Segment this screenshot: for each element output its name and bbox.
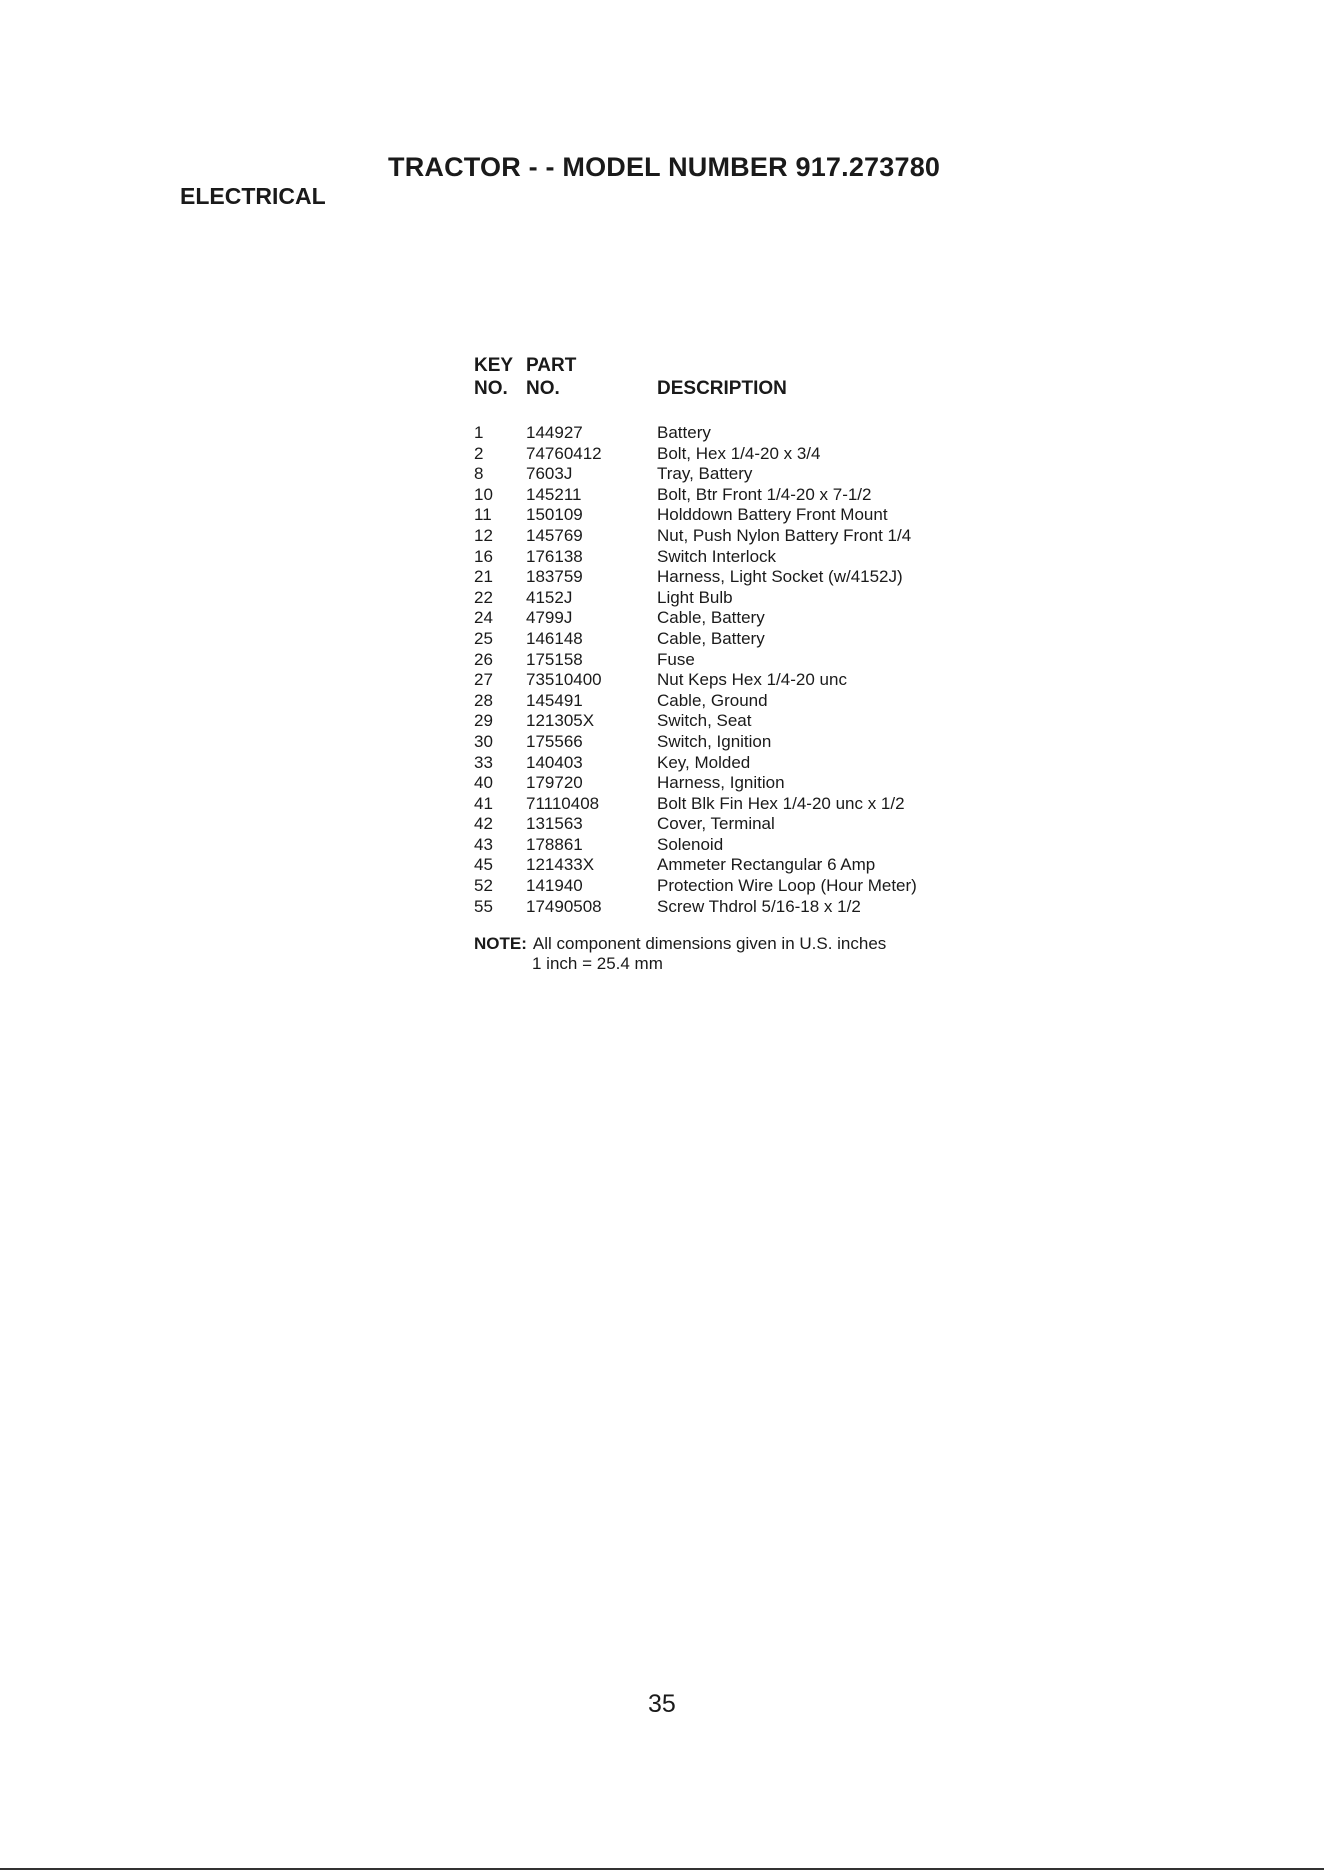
key-number: 33 — [474, 752, 493, 772]
part-description: Fuse — [657, 649, 695, 669]
note — [474, 934, 886, 954]
key-number: 10 — [474, 484, 493, 504]
column-header-description: DESCRIPTION — [657, 378, 787, 399]
table-row — [474, 423, 994, 444]
part-number: 121305X — [526, 711, 595, 731]
part-description: Bolt, Hex 1/4-20 x 3/4 — [657, 443, 821, 463]
table-row — [474, 855, 994, 876]
part-number: 121433X — [526, 855, 595, 875]
table-row — [474, 670, 994, 691]
table-row — [474, 711, 994, 732]
part-description: Solenoid — [657, 834, 724, 854]
part-description: Key, Molded — [657, 752, 751, 772]
part-description: Nut, Push Nylon Battery Front 1/4 — [657, 525, 912, 545]
part-number: 73510400 — [526, 670, 602, 690]
table-row — [474, 464, 994, 485]
key-number: 1 — [474, 423, 484, 442]
key-number: 16 — [474, 546, 493, 566]
part-number: 4152J — [526, 587, 573, 607]
key-number: 2 — [474, 443, 484, 463]
table-row — [474, 814, 994, 835]
key-number: 30 — [474, 731, 493, 751]
key-number: 22 — [474, 587, 493, 607]
part-description: Battery — [657, 423, 711, 442]
key-number: 42 — [474, 814, 493, 834]
key-number: 29 — [474, 711, 493, 731]
parts-list — [474, 423, 994, 917]
key-number: 21 — [474, 567, 493, 587]
key-number: 52 — [474, 876, 493, 896]
part-description: Cable, Battery — [657, 608, 765, 628]
column-header-key: KEY — [474, 355, 514, 376]
note-label: NOTE: — [474, 934, 527, 953]
table-row — [474, 505, 994, 526]
part-description: Switch Interlock — [657, 546, 777, 566]
part-number: 7603J — [526, 464, 573, 484]
table-row — [474, 773, 994, 794]
part-description: Switch, Ignition — [657, 731, 772, 751]
key-number: 40 — [474, 773, 493, 793]
key-number: 26 — [474, 649, 493, 669]
table-row — [474, 608, 994, 629]
part-number: 4799J — [526, 608, 573, 628]
part-number: 146148 — [526, 628, 583, 648]
table-row — [474, 629, 994, 650]
part-number: 145211 — [526, 484, 582, 504]
key-number: 27 — [474, 670, 493, 690]
table-row — [474, 732, 994, 753]
key-number: 43 — [474, 834, 493, 854]
part-description: Holddown Battery Front Mount — [657, 505, 888, 525]
key-number: 24 — [474, 608, 493, 628]
part-number: 145491 — [526, 690, 583, 710]
table-row — [474, 691, 994, 712]
table-row — [474, 794, 994, 815]
part-number: 140403 — [526, 752, 583, 772]
table-row — [474, 526, 994, 547]
table-row — [474, 588, 994, 609]
part-description: Harness, Light Socket (w/4152J) — [657, 567, 903, 587]
part-number: 17490508 — [526, 896, 602, 916]
table-row — [474, 876, 994, 897]
table-row — [474, 485, 994, 506]
part-description: Cable, Battery — [657, 628, 765, 648]
table-row — [474, 547, 994, 568]
part-number: 176138 — [526, 546, 583, 566]
part-description: Tray, Battery — [657, 464, 753, 484]
part-number: 141940 — [526, 876, 583, 896]
table-row — [474, 753, 994, 774]
part-number: 71110408 — [526, 793, 600, 813]
part-number: 175566 — [526, 731, 583, 751]
part-description: Harness, Ignition — [657, 773, 785, 793]
key-number: 55 — [474, 896, 493, 916]
key-number: 11 — [474, 505, 492, 525]
part-number: 131563 — [526, 814, 583, 834]
part-number: 178861 — [526, 834, 583, 854]
note-text: All component dimensions given in U.S. inches — [532, 934, 887, 953]
table-row — [474, 650, 994, 671]
key-number: 12 — [474, 525, 493, 545]
part-description: Cable, Ground — [657, 690, 768, 710]
part-number: 183759 — [526, 567, 583, 587]
bottom-rule — [0, 1868, 1324, 1870]
part-number: 144927 — [526, 423, 583, 442]
table-row — [474, 444, 994, 465]
table-row — [474, 835, 994, 856]
table-row — [474, 897, 994, 918]
section-label: ELECTRICAL — [180, 183, 326, 209]
part-description: Light Bulb — [657, 587, 733, 607]
page-number: 35 — [648, 1690, 676, 1718]
page-title: TRACTOR - - MODEL NUMBER 917.273780 — [388, 152, 941, 182]
part-number: 74760412 — [526, 443, 602, 463]
part-number: 179720 — [526, 773, 583, 793]
key-number: 45 — [474, 855, 493, 875]
part-description: Ammeter Rectangular 6 Amp — [657, 855, 876, 875]
part-description: Screw Thdrol 5/16-18 x 1/2 — [657, 896, 861, 916]
note-conversion: 1 inch = 25.4 mm — [532, 954, 663, 973]
part-number: 145769 — [526, 525, 583, 545]
key-number: 25 — [474, 628, 493, 648]
part-number: 150109 — [526, 505, 583, 525]
column-header-part: PART — [526, 355, 577, 376]
part-description: Nut Keps Hex 1/4-20 unc — [657, 670, 847, 690]
part-description: Cover, Terminal — [657, 814, 775, 834]
key-number: 28 — [474, 690, 493, 710]
part-number: 175158 — [526, 649, 583, 669]
column-header-part-no: NO. — [526, 378, 560, 399]
part-description: Bolt, Btr Front 1/4-20 x 7-1/2 — [657, 484, 872, 504]
part-description: Switch, Seat — [657, 711, 752, 731]
key-number: 8 — [474, 464, 484, 484]
part-description: Bolt Blk Fin Hex 1/4-20 unc x 1/2 — [657, 793, 905, 813]
column-header-key-no: NO. — [474, 378, 508, 399]
part-description: Protection Wire Loop (Hour Meter) — [657, 876, 917, 896]
table-row — [474, 567, 994, 588]
key-number: 41 — [474, 793, 493, 813]
